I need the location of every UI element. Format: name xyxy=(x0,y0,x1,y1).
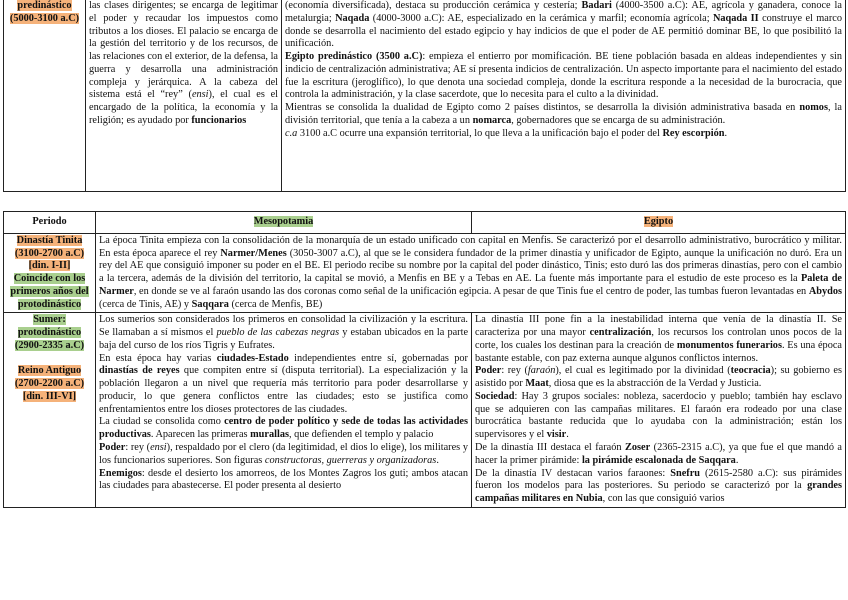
tinita-cell xyxy=(96,233,846,313)
text: La ciudad se consolida como xyxy=(99,416,221,428)
text: independientes entre sí, gobernadas por xyxy=(294,352,468,364)
table-row xyxy=(4,313,846,507)
meso-text: las clases dirigentes; se encarga de legitimar el poder y recaudar los impuestos como tributos a los dioses. El palacio se encarga de la gestión del territorio y de los recursos, de las relaciones con el exterior, de la defensa, la guerra y desarrolla una administración compleja y jerárquica. A la cabeza del sistema está el “rey” ( xyxy=(89,0,278,101)
text: La época Tinita empieza con la consolidación de la monarquía de un estado unificado con capital en Menfis. Se caracterizó por el desarrollo administrativo, burocrático y militar. En esta época aparece el rey xyxy=(99,234,842,259)
text-bold: teocracia xyxy=(730,365,771,377)
header-meso-label: Mesopotamia xyxy=(253,216,314,227)
text-bold: Maat xyxy=(525,378,549,390)
text: De la dinastía IV destacan varios faraones: xyxy=(475,467,666,479)
paragraph xyxy=(475,365,842,391)
text: , la división territorial, que tenía a la cabeza a un xyxy=(285,102,842,126)
paragraph xyxy=(99,468,468,494)
text: . xyxy=(735,454,739,466)
text-bold: Poder xyxy=(475,365,502,377)
paragraph xyxy=(475,314,842,365)
egypt-paragraph xyxy=(285,128,842,141)
egypt-cell xyxy=(282,0,846,192)
naqada: Naqada xyxy=(335,12,370,24)
text-bold: la pirámide escalonada de Saqqara xyxy=(581,454,736,466)
text-italic: ensi xyxy=(150,442,167,454)
text: (cerca de Tinis, AE) y xyxy=(99,298,190,310)
abydos: Abydos xyxy=(808,285,843,297)
period-cell xyxy=(4,0,86,192)
text: , gobernadores que se encarga de su administración. xyxy=(511,114,726,126)
period-label: Sumer: protodinástico (2900-2335 a.C) xyxy=(14,314,85,351)
text: , en donde se ve al faraón usando las dos coronas como señal de la unificación egipcia. A pesar de que Tinis fue el centro de poder, las tumbas fueron levantadas en xyxy=(133,285,807,297)
text: De la dinastía III destaca el faraón xyxy=(475,442,622,454)
reino-antiguo-cell xyxy=(472,313,846,507)
text-bold: Snefru xyxy=(670,467,701,479)
paragraph xyxy=(99,442,468,468)
table-continuation xyxy=(3,0,846,192)
paragraph xyxy=(99,416,468,442)
text: . Aparecen las primeras xyxy=(150,429,248,441)
paragraph xyxy=(475,391,842,442)
text-italic: faraón xyxy=(527,365,556,377)
meso-text-2: ), el cual es el encargado de la política, la economía y la religión; es ayudado por xyxy=(89,89,279,126)
text: que compiten entre sí (disputa territorial). La especialización y la población llegaron a un nivel que requería más territorio para poder desarrollarse y producir, lo que genera conflictos entre las ciudades; esto se justifica como enfrentamientos entre los dioses protectores de las ciudades. xyxy=(99,365,468,415)
text: 3100 a.C ocurre una expansión territorial, lo que lleva a la unificación bajo el poder del xyxy=(299,127,660,139)
table-header-row xyxy=(4,212,846,234)
paragraph xyxy=(99,314,468,352)
text-bold: Sociedad xyxy=(475,390,515,402)
period-label: Dinastía Tinita (3100-2700 a.C) [din. I-II] xyxy=(14,234,85,272)
badari: Badari xyxy=(581,0,612,11)
text: (2615-2580 a.C): sus pirámides fueron los modelos para las posteriores. Su periodo se caracterizó por la xyxy=(475,467,842,492)
text: ); su gobierno es asistido por xyxy=(475,365,842,390)
header-period-label: Periodo xyxy=(32,216,67,227)
text: : Hay 3 grupos sociales: nobleza, sacerdocio y pueblo; también hay esclavo que se adquieren con las campañas militares. El faraón era rodeado por una clase burocrática bastante reducida que lo ayudaba con la administración; están los supervisores y el xyxy=(475,390,842,441)
meso-ensi: ensi xyxy=(191,89,209,101)
text: (2365-2315 a.C), ya que fue el que mandó a hacer la primer pirámide: xyxy=(475,442,842,466)
text-bold: Enemigos xyxy=(99,467,142,479)
text: , diosa que es la abstracción de la Verdad y Justicia. xyxy=(548,378,762,390)
text-bold: visir xyxy=(546,429,567,441)
egypt-paragraph xyxy=(285,51,842,102)
text: : rey ( xyxy=(125,442,151,454)
text: . xyxy=(436,454,439,466)
text: . xyxy=(724,127,728,139)
period-label: Coincide con los primeros años del protodinástico xyxy=(10,273,89,310)
text-bold: murallas xyxy=(250,429,290,441)
text-bold: centralización xyxy=(589,327,652,339)
paragraph xyxy=(475,468,842,506)
text: , con las que consiguió varios xyxy=(602,493,725,505)
mesopotamia-cell xyxy=(86,0,282,192)
text: En esta época hay varias xyxy=(99,352,212,364)
text: : rey ( xyxy=(501,365,528,377)
text: La dinastía III pone fin a la inestabilidad interna que venía de la dinastía II. Se caracteriza por una mayor xyxy=(475,314,842,339)
egypt-paragraph xyxy=(285,0,842,51)
text: construye el marco donde se desarrolla el nacimiento del estado egipcio y hay indicios de que el poder de AE permitió dominar BE, lo que posibilitó la unificación. xyxy=(285,12,842,50)
table-row xyxy=(4,0,846,192)
period-label: predinástico (5000-3100 a.C) xyxy=(9,0,80,24)
text: ), respaldado por el clero (da legitimidad, el dios lo elige), los militares y los funcionarios superiores. Son figuras xyxy=(99,442,468,466)
nomos: nomos xyxy=(799,102,828,114)
table-main xyxy=(3,211,846,508)
header-egypt-label: Egipto xyxy=(643,216,674,227)
text-bold: Zoser xyxy=(625,442,651,454)
text-italic: constructoras, guerreras y organizadoras xyxy=(264,454,437,466)
meso-funcionarios: funcionarios xyxy=(191,114,247,126)
narmer: Narmer/Menes xyxy=(220,247,287,259)
text: Mientras se consolida la dualidad de Egipto como 2 países distintos, se desarrolla la división administrativa basada en xyxy=(285,102,796,114)
header-mesopotamia xyxy=(96,212,472,234)
paleta-narmer: Paleta de Narmer xyxy=(99,273,842,297)
text: , que defienden el templo y palacio xyxy=(289,429,434,441)
period-label: Reino Antiguo (2700-2200 a.C) [din. III-VI] xyxy=(14,365,85,402)
naqada-ii: Naqada II xyxy=(712,12,759,24)
text: . xyxy=(566,429,569,441)
text: , los recursos los controlan unos pocos de la corte, los cuales los destinan para la creación de xyxy=(475,327,842,351)
egypt-paragraph xyxy=(285,102,842,128)
text-bold: dinastías de reyes xyxy=(99,365,180,377)
period-cell xyxy=(4,233,96,313)
text-bold: monumentos funerarios xyxy=(676,339,782,351)
text-bold: Poder xyxy=(99,442,126,454)
ca: c.a xyxy=(285,127,298,139)
text: : empieza el entierro por momificación. BE tiene población basada en aldeas independientes y sin indicio de centralización administrativa; AE sí presenta indicios de centralización. Un aspecto importante para el nacimiento del estado fue la escritura (jeroglífico), lo que denota una sociedad compleja, donde la escritura responde a la necesidad de la burocracia, que controla la administración, y la clase sacerdote, que lo necesita para el culto a la divinidad. xyxy=(285,51,842,101)
text: : desde el desierto los amorreos, de los Montes Zagros los guti; ambos atacan las ciudades para abastecerse. El poder presenta al desierto xyxy=(99,467,468,492)
text-bold: grandes campañas militares en Nubia xyxy=(475,480,842,505)
table-row xyxy=(4,233,846,313)
text: Los sumerios son considerados los primeros en consolidad la civilización y la escritura. Se llamaban a sí mismos el xyxy=(99,314,468,339)
text: . Es una época bastante estable, con paz externa aunque algunos conflictos internos. xyxy=(475,339,842,364)
paragraph xyxy=(475,442,842,468)
period-cell xyxy=(4,313,96,507)
paragraph xyxy=(99,353,468,417)
sumer-cell xyxy=(96,313,472,507)
header-period xyxy=(4,212,96,234)
rey-escorpion: Rey escorpión xyxy=(662,127,725,139)
text: (economía diversificada), destaca su producción cerámica y cestería; xyxy=(285,0,578,11)
egipto-predinastico: Egipto predinástico (3500 a.C) xyxy=(285,51,423,63)
text-bold: centro de poder político y sede de todas las actividades productivas xyxy=(99,416,468,441)
header-egypt xyxy=(472,212,846,234)
text: (4000-3000 a.C): AE, especializado en la cerámica y marfil; economía agrícola; xyxy=(372,12,710,24)
text: y estaban ubicados en la parte baja del curso de los ríos Tigris y Eufrates. xyxy=(99,327,469,351)
saqqara: Saqqara xyxy=(191,298,229,310)
text: ), el cual es legitimado por la divinidad ( xyxy=(555,365,731,377)
text-bold: ciudades-Estado xyxy=(216,352,289,364)
text: (cerca de Menfis, BE) xyxy=(231,298,323,310)
text-italic: pueblo de las cabezas negras xyxy=(216,327,340,339)
nomarca: nomarca xyxy=(472,114,512,126)
text: (4000-3500 a.C): AE, agrícola y ganadera, conoce la metalurgia; xyxy=(285,0,842,24)
text: (3050-3007 a.C), al que se le considera fundador de la primer dinastía y unificador de Egipto, aunque la unificación no duró. Era un rey del AE que consiguió imponer su poder en el BE. El periodo recibe su nombre por la capital del poder dinástico, Tinis; esto duró las dos primeras dinastías, pero con el cambio a la tercera, además de la división del territorio, la capital se movió, a Menfis en BE y a Tebas en AE. La fuente más importante para el estudio de este proceso es la xyxy=(99,247,842,285)
